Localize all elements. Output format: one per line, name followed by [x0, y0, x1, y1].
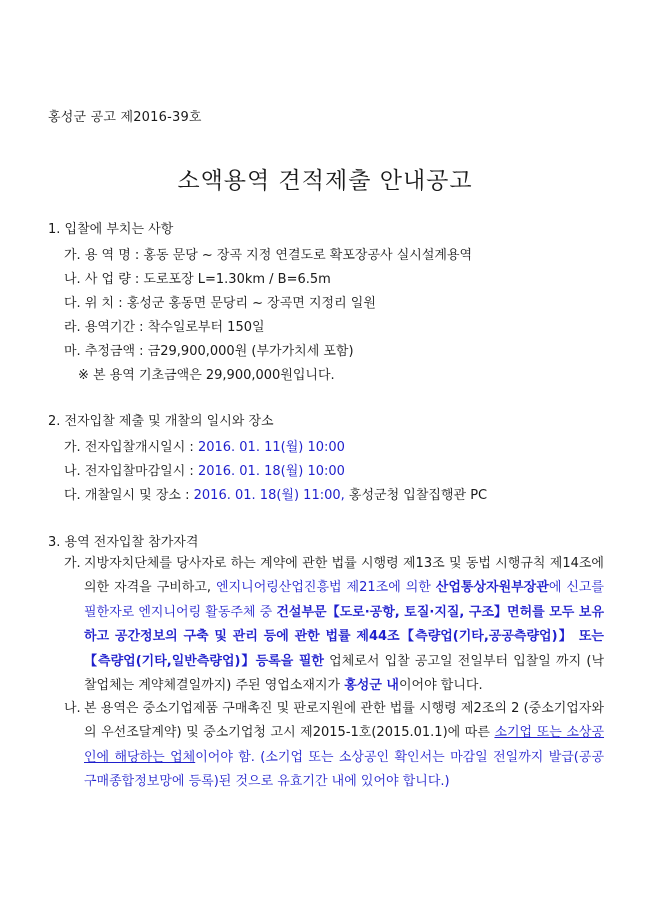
estimated-amount — [64, 340, 354, 359]
section-2-heading: 2. 전자입찰 제출 및 개찰의 일시와 장소 — [48, 414, 274, 429]
service-name: 가. 용 역 명 : 홍동 문당 ~ 장곡 지정 연결도로 확포장공사 실시설계용역 — [64, 248, 473, 263]
item-label: 가. — [64, 556, 81, 571]
estimated-amount-label: 마. 추정금액 : — [64, 344, 148, 359]
service-period: 라. 용역기간 : 착수일로부터 150일 — [64, 320, 265, 335]
bid-close-value: 2016. 01. 18(월) 10:00 — [197, 464, 345, 479]
page-title: 소액용역 견적제출 안내공고 — [177, 168, 473, 194]
qualification-item-ga — [64, 552, 604, 698]
bid-open-datetime — [64, 436, 345, 455]
base-amount-note: ※ 본 용역 기초금액은 29,900,000원입니다. — [78, 368, 335, 383]
notice-number: 홍성군 공고 제2016-39호 — [48, 110, 202, 125]
bid-open-value: 2016. 01. 11(월) 10:00 — [197, 440, 345, 455]
bid-open-label: 가. 전자입찰개시일시 : — [64, 440, 198, 455]
bid-close-datetime — [64, 460, 345, 479]
estimated-amount-value: 금29,900,000원 (부가가치세 포함) — [147, 344, 354, 359]
item-label: 나. — [64, 701, 81, 716]
opening-label: 다. 개찰일시 및 장소 : — [64, 488, 194, 503]
qualification-item-na — [64, 697, 604, 795]
location: 다. 위 치 : 홍성군 홍동면 문당리 ~ 장곡면 지정리 일원 — [64, 296, 376, 311]
bid-close-label: 나. 전자입찰마감일시 : — [64, 464, 198, 479]
sme-requirement-text: 본 용역은 중소기업제품 구매촉진 및 판로지원에 관한 법률 시행령 제2조의 2 (중소기업자와의 우선조달계약) 및 중소기업청 고시 제2015-1호(2015.01.1)에 따른 소기업 또는 소상공인에 해당하는 업체이어야 함. (소기업 또는 소상공인 확인서는 마감일 전일까지 발급(공공구매종합정보망에 등록)된 것으로 유효기간 내에 있어야 합니다.) — [84, 701, 604, 790]
qualification-text: 지방자치단체를 당사자로 하는 계약에 관한 법률 시행령 제13조 및 동법 시행규칙 제14조에 의한 자격을 구비하고, 엔지니어링산업진흥법 제21조에 의한 산업통상자원부장관에 신고를 필한자로 엔지니어링 활동주체 중 건설부문【도로·공항, 토질·지질, 구조】면허를 모두 보유하고 공간정보의 구축 및 관리 등에 관한 법률 제44조【측량업(기타,공공측량업)】 또는 【측량업(기타,일반측량업)】등록을 필한 업체로서 입찰 공고일 전일부터 입찰일 까지 (낙찰업체는 계약체결일까지) 주된 영업소재지가 홍성군 내이어야 합니다. — [84, 556, 605, 694]
opening-place: 홍성군청 입찰집행관 PC — [344, 488, 488, 503]
opening-datetime-place — [64, 484, 487, 503]
work-quantity: 나. 사 업 량 : 도로포장 L=1.30km / B=6.5m — [64, 272, 331, 287]
opening-value: 2016. 01. 18(월) 11:00, — [193, 488, 345, 503]
section-1-heading: 1. 입찰에 부치는 사항 — [48, 222, 174, 237]
section-3-heading: 3. 용역 전자입찰 참가자격 — [48, 535, 199, 550]
